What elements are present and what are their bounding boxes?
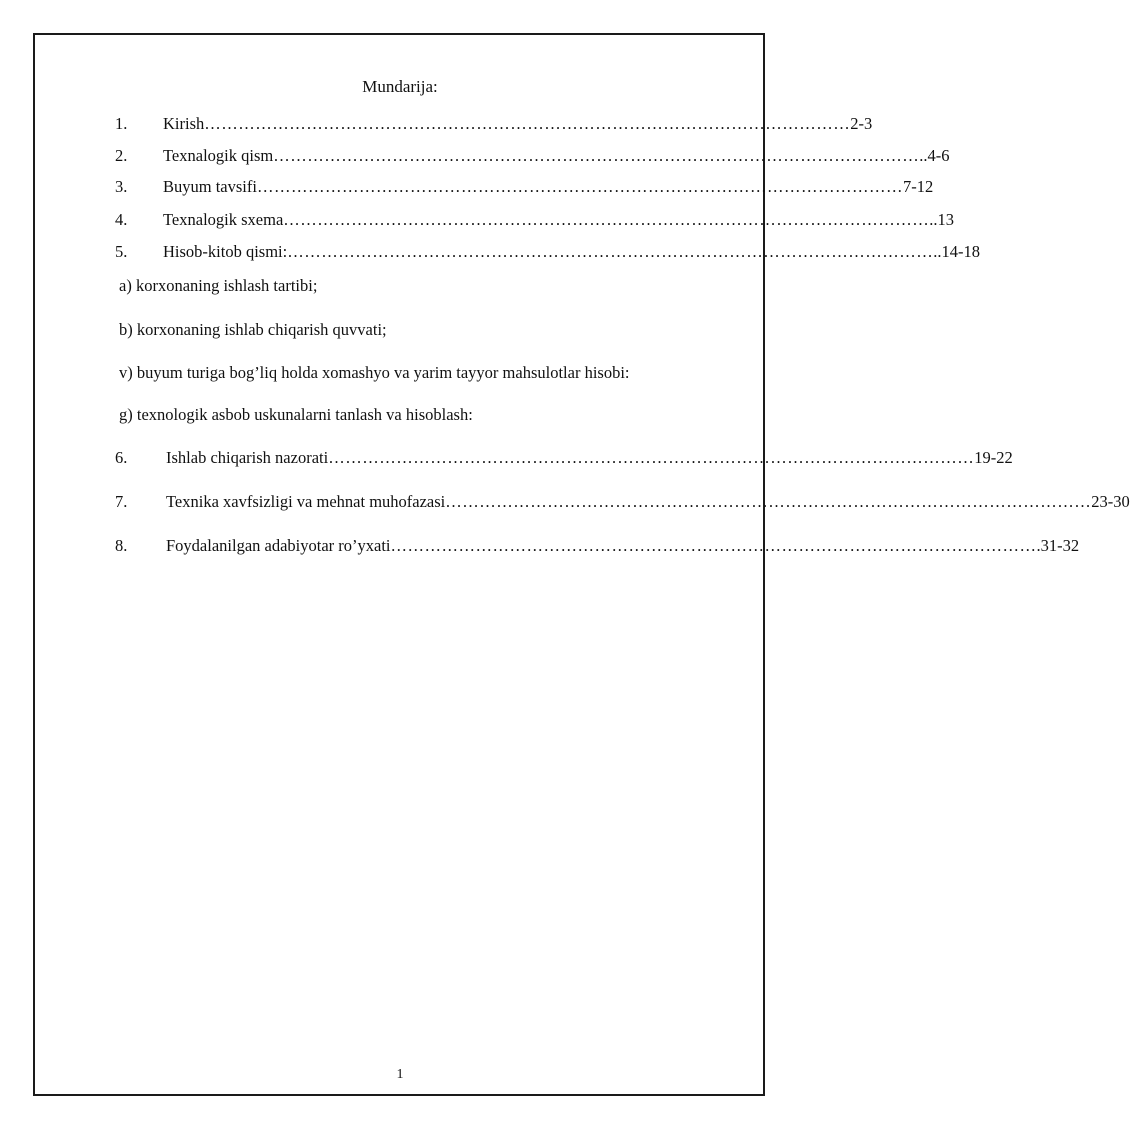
subitem-v: v) buyum turiga bog’liq holda xomashyo va yarim tayyor mahsulotlar hisobi: [119, 363, 630, 382]
toc-entry-5 [115, 241, 980, 263]
document-title: Mundarija: [362, 77, 438, 96]
toc-entry-6 [115, 447, 1013, 469]
toc-leader-dots: …………………………………………………………………………………………………… [445, 492, 1092, 511]
toc-entry-8 [115, 535, 1080, 557]
toc-entry-7 [115, 491, 1130, 513]
toc-leader-dots: …………………………………………………………………………………………………… [283, 210, 930, 229]
toc-entry-title: Foydalanilgan adabiyotar ro’yxati [166, 536, 391, 555]
toc-entry-title: Ishlab chiqarish nazorati [166, 448, 329, 467]
toc-leader-dots: …………………………………………………………………………………………………… [328, 448, 975, 467]
toc-entry-number: 7. [115, 492, 128, 511]
toc-entry-number: 2. [115, 146, 128, 165]
toc-entry-pages: 19-22 [974, 448, 1013, 467]
toc-entry-number: 1. [115, 114, 128, 133]
toc-entry-pages: 7-12 [902, 177, 934, 196]
toc-leader-dots: …………………………………………………………………………………………………… [256, 177, 903, 196]
toc-entry-2 [115, 145, 950, 167]
toc-entry-number: 8. [115, 536, 128, 555]
subitem-g: g) texnologik asbob uskunalarni tanlash va hisoblash: [119, 405, 473, 424]
toc-entry-number: 5. [115, 242, 128, 261]
subitem-b: b) korxonaning ishlab chiqarish quvvati; [119, 320, 387, 339]
toc-entry-3 [115, 176, 934, 198]
toc-entry-pages: 23-30 [1091, 492, 1130, 511]
page-number: 1 [396, 1067, 404, 1082]
toc-entry-title: Texnika xavfsizligi va mehnat muhofazasi [166, 492, 446, 511]
toc-entry-number: 6. [115, 448, 128, 467]
toc-entry-number: 3. [115, 177, 128, 196]
toc-entry-4 [115, 209, 955, 231]
toc-entry-title: Kirish [163, 114, 205, 133]
subitem-a: a) korxonaning ishlash tartibi; [119, 276, 318, 295]
toc-entry-number: 4. [115, 210, 128, 229]
toc-leader-dots: …………………………………………………………………………………………………… [204, 114, 851, 133]
toc-entry-title: Texnalogik sxema [163, 210, 284, 229]
toc-entry-pages: ..13 [929, 210, 955, 229]
toc-entry-pages: ..14-18 [933, 242, 980, 261]
toc-leader-dots: …………………………………………………………………………………………………… [273, 146, 920, 165]
toc-leader-dots: …………………………………………………………………………………………………… [390, 536, 1037, 555]
toc-entry-pages: .31-32 [1036, 536, 1080, 555]
toc-entry-title: Buyum tavsifi [163, 177, 257, 196]
toc-entry-title: Texnalogik qism [163, 146, 274, 165]
toc-leader-dots: …………………………………………………………………………………………………… [287, 242, 934, 261]
toc-entry-title: Hisob-kitob qismi: [163, 242, 288, 261]
toc-entry-pages: 2-3 [850, 114, 873, 133]
toc-entry-1 [115, 113, 873, 135]
toc-entry-pages: ..4-6 [919, 146, 950, 165]
